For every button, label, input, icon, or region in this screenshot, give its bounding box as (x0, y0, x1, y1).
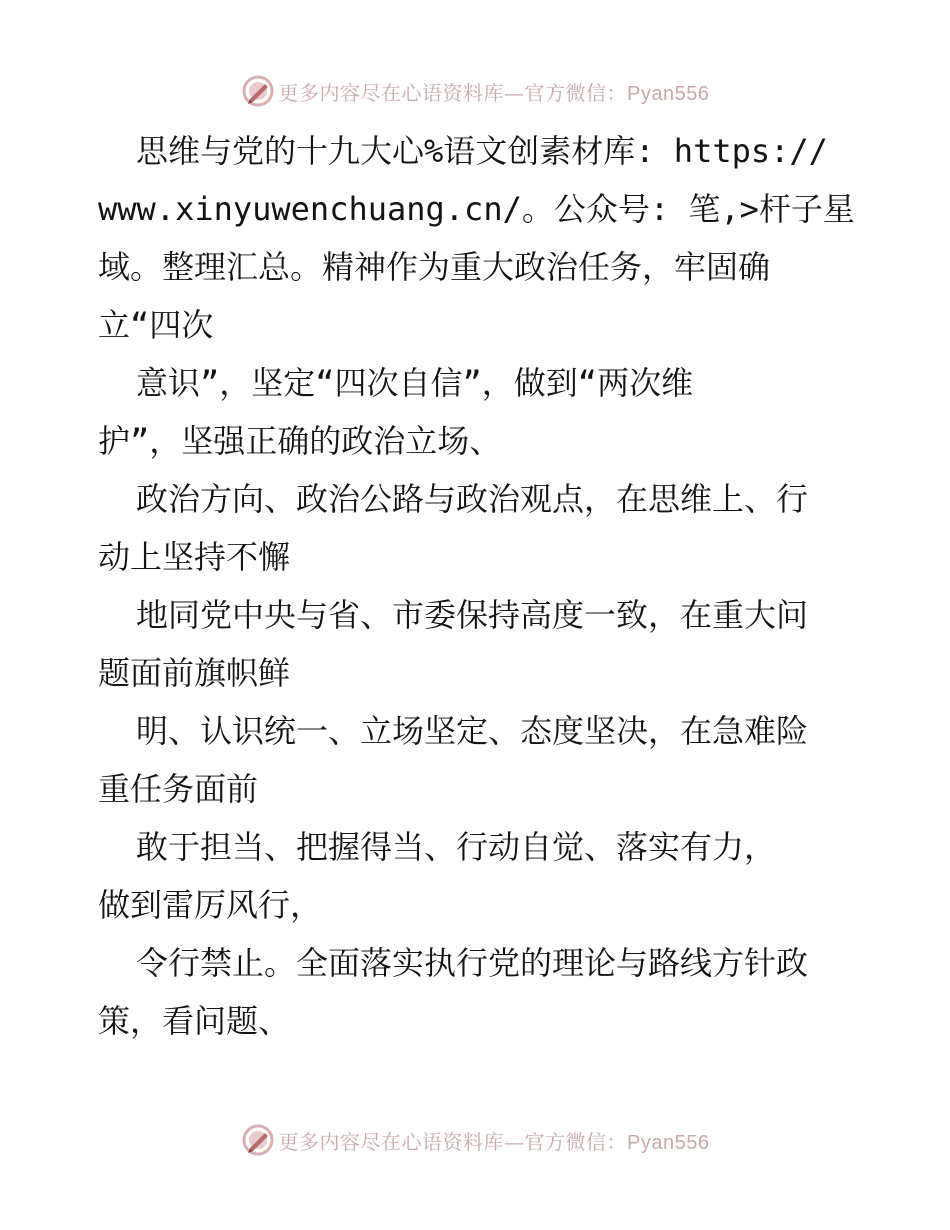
text-line: 做到雷厉风行， (98, 886, 323, 924)
text-line: 意识”，坚定“四次自信”，做到“两次维 (136, 364, 694, 402)
text-line: 政治方向、政治公路与政治观点，在思维上、行 (136, 480, 809, 518)
watermark-text: 更多内容尽在心语资料库—官方微信：Pyan556 (278, 80, 710, 105)
text-line: 域。整理汇总。精神作为重大政治任务，牢固确 (98, 248, 771, 286)
text-line: 题面前旗帜鲜 (98, 654, 291, 692)
text-line: 护”，坚强正确的政治立场、 (98, 422, 502, 460)
text-line: 令行禁止。全面落实执行党的理论与路线方针政 (136, 944, 809, 982)
text-line: 重任务面前 (98, 770, 259, 808)
text-line: 动上坚持不懈 (98, 538, 291, 576)
pen-logo-icon (241, 74, 275, 108)
pen-logo-icon (241, 1123, 275, 1157)
text-line: 明、认识统一、立场坚定、态度坚决，在急难险 (136, 712, 809, 750)
text-line: 策，看问题、 (98, 1002, 291, 1040)
text-line: 思维与党的十九大心%语文创素材库: https:// (136, 132, 828, 170)
text-line: 敢于担当、把握得当、行动自觉、落实有力， (136, 828, 777, 866)
text-line: 地同党中央与省、市委保持高度一致，在重大问 (136, 596, 809, 634)
header-watermark (0, 71, 950, 111)
watermark-text: 更多内容尽在心语资料库—官方微信：Pyan556 (278, 1129, 710, 1154)
text-line: www.xinyuwenchuang.cn/。公众号: 笔,>杆子星 (98, 190, 855, 228)
text-line: 立“四次 (98, 306, 214, 344)
document-body (98, 122, 858, 1050)
footer-watermark (0, 1120, 950, 1160)
